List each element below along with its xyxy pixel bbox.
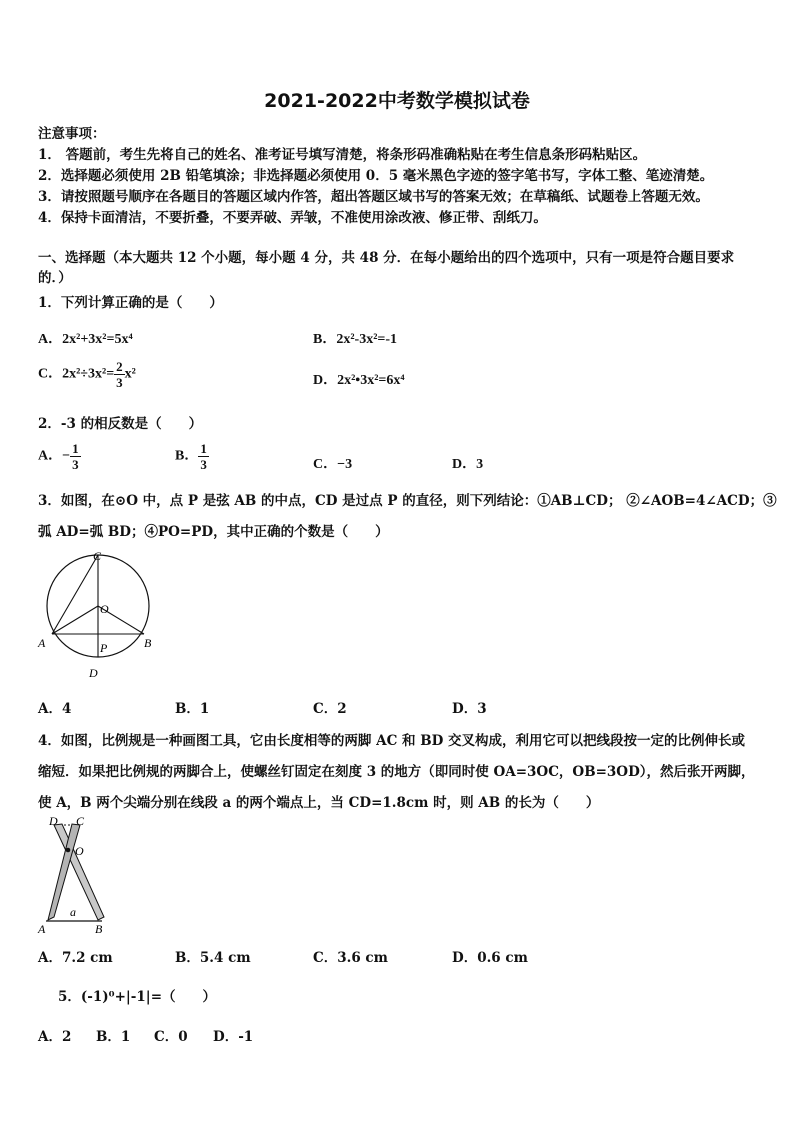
label-p: P [100, 641, 108, 655]
q4-stem-line1: 4．如图，比例规是一种画图工具，它由长度相等的两脚 AC 和 BD 交叉构成，利用它可以把线段按一定的比例伸长或 [38, 733, 746, 749]
q4-stem-line3: 使 A，B 两个尖端分别在线段 a 的两个端点上，当 CD=1.8cm 时，则 AB 的长为（ ） [38, 795, 600, 811]
q3-circle-figure [34, 546, 164, 682]
q2-option-d: D．3 [452, 457, 484, 472]
section-heading-line2: 的．） [38, 270, 72, 286]
notice-item-3: 3．请按照题号顺序在各题目的答题区域内作答，超出答题区域书写的答案无效；在草稿纸、试题卷上答题无效。 [38, 189, 709, 205]
q2-option-b [175, 442, 209, 471]
q4-option-d: D．0.6 cm [452, 950, 528, 966]
q4-stem-line2: 缩短．如果把比例规的两脚合上，使螺丝钉固定在刻度 3 的地方（即同时使 OA=3OC，OB=3OD），然后张开两脚， [38, 764, 755, 780]
q1-option-d: D．2x²•3x²=6x⁴ [313, 373, 405, 388]
label-d: D [49, 814, 58, 828]
q1-option-c-suffix: x² [124, 366, 136, 382]
q2-option-b-prefix: B． [175, 448, 199, 464]
pivot-o [66, 848, 71, 853]
q5-stem: 5．(-1)⁰+|-1|=（ ） [58, 989, 217, 1005]
label-a: A [38, 922, 46, 936]
q2-option-a-numerator: 1 [72, 441, 79, 456]
notice-item-4: 4．保持卡面清洁，不要折叠，不要弄破、弄皱，不准使用涂改液、修正带、刮纸刀。 [38, 210, 547, 226]
q1-option-c-fraction [114, 360, 125, 389]
label-c: C [93, 549, 102, 563]
q1-option-a-expr: x²+3x²=5x⁴ [69, 332, 133, 347]
q4-option-b: B．5.4 cm [175, 950, 251, 966]
section-heading-line1: 一、选择题（本大题共 12 个小题，每小题 4 分，共 48 分．在每小题给出的四个选项中，只有一项是符合题目要求 [38, 250, 735, 266]
q3-option-d: D．3 [452, 701, 487, 717]
q2-option-b-numerator: 1 [200, 441, 207, 456]
q1-option-c-denominator: 3 [116, 375, 123, 390]
q2-option-a-fraction [70, 442, 81, 471]
label-a: A [38, 636, 46, 650]
notice-item-1: 1． 答题前，考生先将自己的姓名、准考证号填写清楚，将条形码准确粘贴在考生信息条形码粘贴区。 [38, 147, 647, 163]
segment-ac [52, 555, 98, 634]
q1-option-c-numerator: 2 [116, 359, 123, 374]
label-b: B [144, 636, 152, 650]
q3-stem-line1: 3．如图，在⊙O 中，点 P 是弦 AB 的中点，CD 是过点 P 的直径，则下列结论：①AB⊥CD； ②∠AOB=4∠ACD；③ [38, 493, 777, 509]
q5-option-c: C．0 [154, 1029, 188, 1045]
q2-option-a [38, 442, 81, 471]
segment-ao [52, 606, 98, 634]
label-d: D [89, 666, 98, 680]
q5-option-a: A．2 [38, 1029, 72, 1045]
q1-option-c [38, 360, 136, 389]
q1-option-b: B．2x²-3x²=-1 [313, 332, 398, 347]
label-segment-a: a [70, 905, 76, 919]
q5-option-d: D．-1 [213, 1029, 254, 1045]
q4-option-a: A．7.2 cm [38, 950, 113, 966]
q3-stem-line2: 弧 AD=弧 BD；④PO=PD，其中正确的个数是（ ） [38, 524, 389, 540]
q2-option-a-denominator: 3 [72, 457, 79, 472]
q2-stem: 2．-3 的相反数是（ ） [38, 416, 203, 432]
label-b: B [95, 922, 103, 936]
q1-option-a-prefix: A．2 [38, 332, 70, 347]
label-c: C [76, 814, 85, 828]
q3-option-c: C．2 [313, 701, 347, 717]
page-title: 2021-2022中考数学模拟试卷 [264, 90, 530, 112]
q4-proportional-dividers-figure [34, 812, 114, 938]
q1-option-c-prefix: C．2x²÷3x²= [38, 366, 115, 382]
q4-option-c: C．3.6 cm [313, 950, 388, 966]
notice-heading: 注意事项： [38, 126, 106, 142]
label-o: O [75, 844, 84, 858]
q2-option-c: C．−3 [313, 457, 353, 472]
label-o: O [100, 602, 109, 616]
q5-option-b: B．1 [96, 1029, 131, 1045]
q3-option-a: A．4 [38, 701, 72, 717]
q1-option-a [38, 328, 133, 348]
q2-option-b-denominator: 3 [200, 457, 207, 472]
q2-option-b-fraction [198, 442, 209, 471]
notice-item-2: 2．选择题必须使用 2B 铅笔填涂；非选择题必须使用 0．5 毫米黑色字迹的签字笔书写，字体工整、笔迹清楚。 [38, 168, 714, 184]
q3-option-b: B．1 [175, 701, 210, 717]
q1-stem: 1．下列计算正确的是（ ） [38, 295, 223, 311]
q2-option-a-prefix: A．− [38, 448, 71, 464]
